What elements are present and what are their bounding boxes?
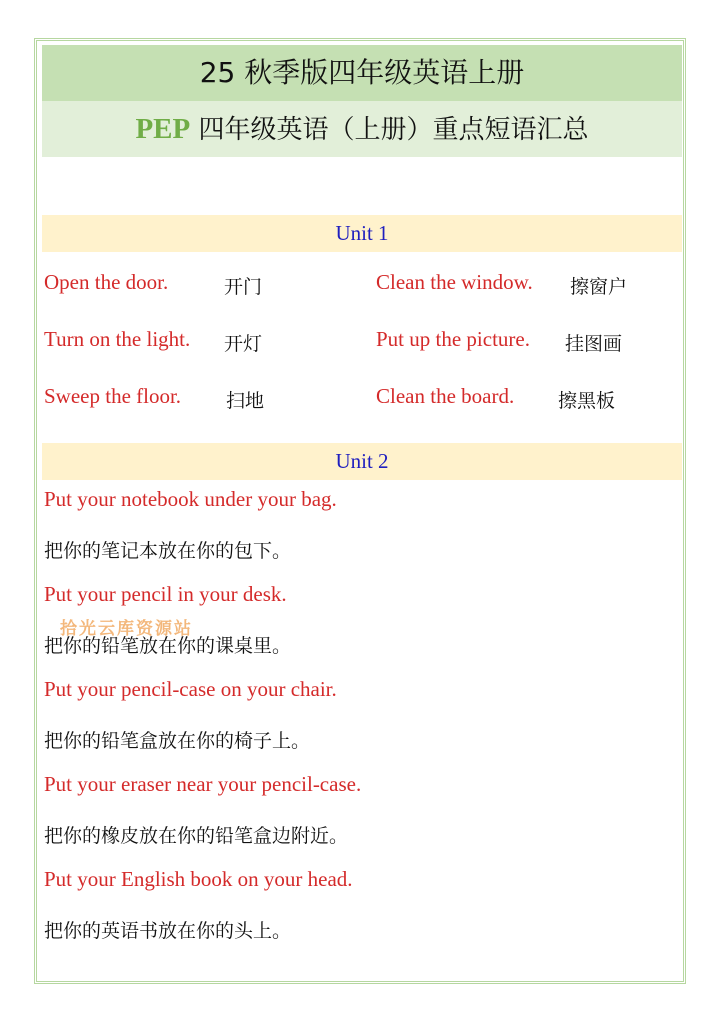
sentence-chinese: 把你的英语书放在你的头上。 [44, 920, 292, 942]
phrase-english: Turn on the light. [44, 327, 191, 351]
sentence-english: Put your pencil in your desk. [44, 582, 287, 606]
sentence-english: Put your pencil-case on your chair. [44, 677, 337, 701]
phrase-english: Put up the picture. [376, 327, 530, 351]
sentence-chinese: 把你的铅笔盒放在你的椅子上。 [44, 730, 311, 752]
sentence-chinese: 把你的笔记本放在你的包下。 [44, 540, 292, 562]
watermark: 拾光云库资源站 [60, 619, 193, 639]
page-subtitle [42, 101, 682, 157]
sentence-english: Put your eraser near your pencil-case. [44, 772, 362, 796]
page-title: 25 秋季版四年级英语上册 [42, 45, 682, 101]
phrase-english: Sweep the floor. [44, 384, 182, 408]
phrase-english: Clean the window. [376, 270, 533, 294]
sentence-chinese: 把你的铅笔放在你的课桌里。 [44, 635, 292, 657]
sentence-english: Put your notebook under your bag. [44, 487, 337, 511]
phrase-chinese: 挂图画 [565, 333, 623, 355]
subtitle-text: 四年级英语（上册）重点短语汇总 [190, 115, 589, 145]
sentence-english: Put your English book on your head. [44, 867, 353, 891]
phrase-chinese: 扫地 [226, 390, 265, 412]
phrase-english: Open the door. [44, 270, 169, 294]
unit1-header: Unit 1 [42, 215, 682, 252]
unit2-header: Unit 2 [42, 443, 682, 480]
phrase-chinese: 开门 [224, 276, 263, 298]
subtitle-prefix: PEP [135, 113, 191, 145]
phrase-english: Clean the board. [376, 384, 515, 408]
phrase-chinese: 擦黑板 [558, 390, 616, 412]
phrase-chinese: 开灯 [224, 333, 263, 355]
sentence-chinese: 把你的橡皮放在你的铅笔盒边附近。 [44, 825, 349, 847]
phrase-chinese: 擦窗户 [570, 276, 628, 298]
